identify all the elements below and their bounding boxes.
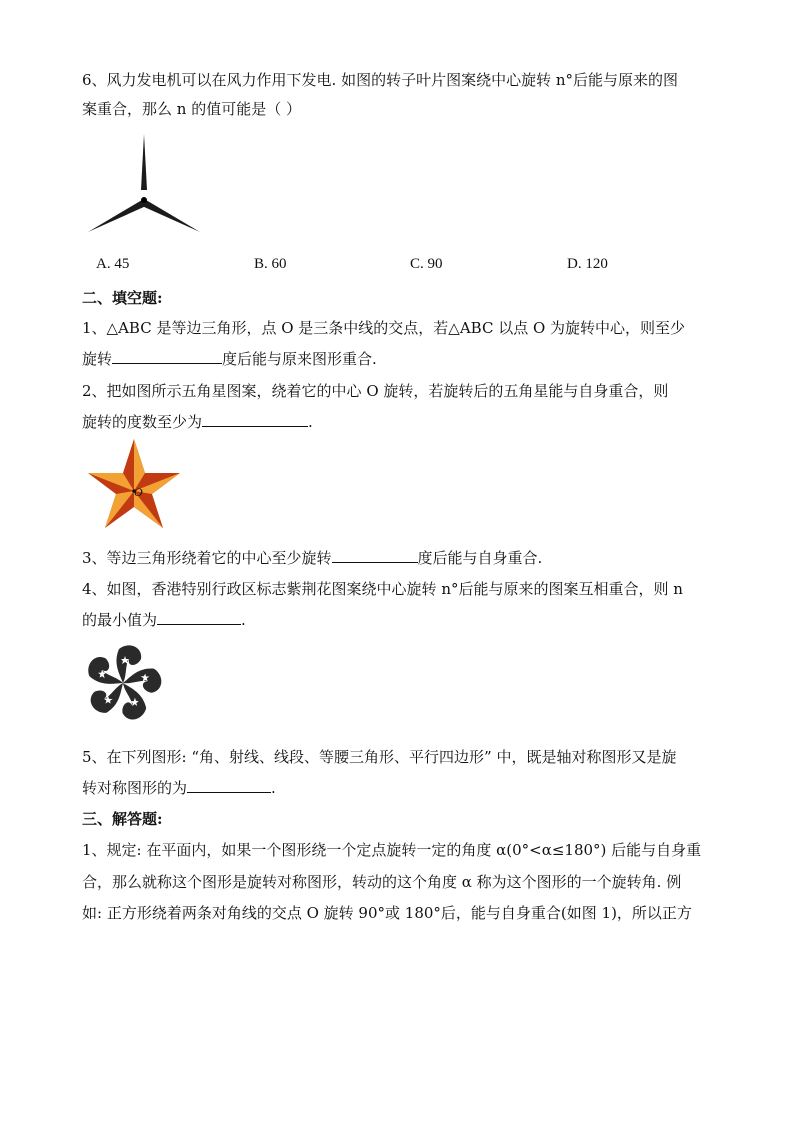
bauhinia-flower-figure xyxy=(80,640,166,726)
s2-q1-line1: 1、△ABC 是等边三角形，点 O 是三条中线的交点，若△ABC 以点 O 为旋转中心，则至少 xyxy=(82,319,686,337)
option-d: D. 120 xyxy=(567,256,608,272)
s2-q5-line2: 转对称图形的为 . xyxy=(82,779,276,797)
answer-blank xyxy=(202,412,308,427)
star-center-label: O xyxy=(134,485,143,499)
s2-q2-line2: 旋转的度数至少为 . xyxy=(82,413,313,431)
s2-q4-line2: 的最小值为 . xyxy=(82,611,246,629)
section3-title: 三、解答题: xyxy=(82,810,163,828)
option-c: C. 90 xyxy=(410,256,443,272)
s2-q2-line1: 2、把如图所示五角星图案，绕着它的中心 O 旋转，若旋转后的五角星能与自身重合，则 xyxy=(82,382,669,400)
answer-blank xyxy=(332,548,418,563)
q6-line1: 6、风力发电机可以在风力作用下发电. 如图的转子叶片图案绕中心旋转 n°后能与原来的图 xyxy=(82,71,679,89)
answer-blank xyxy=(187,778,271,793)
wind-turbine-figure xyxy=(84,130,214,240)
s2-q1-line2: 旋转 度后能与原来图形重合. xyxy=(82,350,377,368)
s2-q4-line1: 4、如图，香港特别行政区标志紫荆花图案绕中心旋转 n°后能与原来的图案互相重合，则 n xyxy=(82,580,683,598)
answer-blank xyxy=(157,610,241,625)
s2-q3: 3、等边三角形绕着它的中心至少旋转 度后能与自身重合. xyxy=(82,549,543,567)
s3-q1-line2: 合，那么就称这个图形是旋转对称图形，转动的这个角度 α 称为这个图形的一个旋转角. 例 xyxy=(82,873,682,891)
s3-q1-line1: 1、规定: 在平面内，如果一个图形绕一个定点旋转一定的角度 α(0°<α≤180°) 后能与自身重 xyxy=(82,841,702,859)
section2-title: 二、填空题: xyxy=(82,289,163,307)
answer-blank xyxy=(112,349,222,364)
q6-line2: 案重合，那么 n 的值可能是（ ） xyxy=(82,100,301,118)
s2-q5-line1: 5、在下列图形: “角、射线、线段、等腰三角形、平行四边形” 中，既是轴对称图形又是旋 xyxy=(82,748,677,766)
s3-q1-line3: 如: 正方形绕着两条对角线的交点 O 旋转 90°或 180°后，能与自身重合(如图 1)，所以正方 xyxy=(82,904,692,922)
option-a: A. 45 xyxy=(96,256,130,272)
option-b: B. 60 xyxy=(254,256,287,272)
